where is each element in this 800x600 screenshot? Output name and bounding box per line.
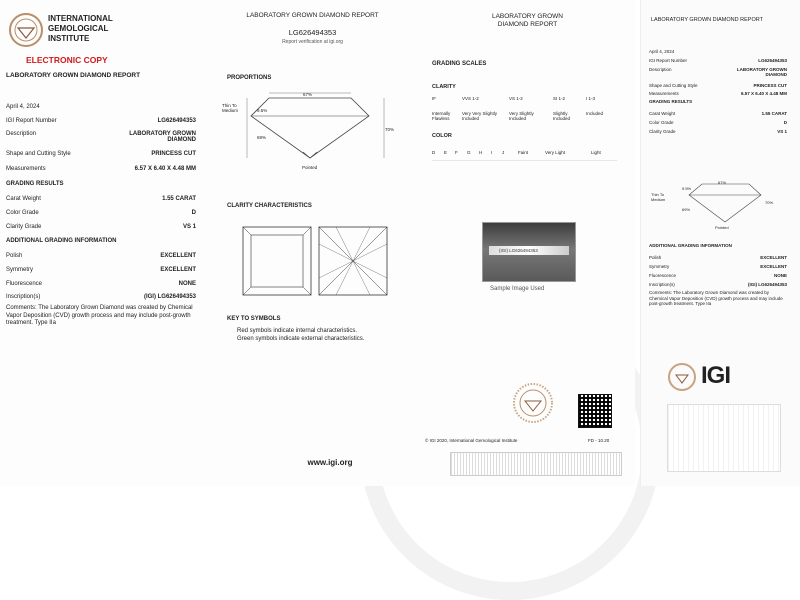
color-label: Color Grade bbox=[6, 210, 39, 216]
clarity-code-i: I 1-3 bbox=[586, 96, 596, 101]
middle-report-number: LG626494353 bbox=[288, 28, 337, 37]
key-green-text: Green symbols indicate external characteristics. bbox=[237, 336, 365, 342]
card-measurements: 6.57 X 6.40 X 4.48 MM bbox=[740, 91, 787, 96]
clarity-code-vvs: VVS 1-2 bbox=[462, 96, 479, 101]
card-inscription-label: Inscription(s) bbox=[649, 282, 675, 287]
card-inscription: (IGI) LG626494353 bbox=[747, 282, 787, 287]
form-code: FD - 10.20 bbox=[588, 438, 610, 443]
card-girdle: Thin To Medium bbox=[651, 192, 666, 202]
color-desc-light: Light bbox=[591, 150, 601, 155]
copyright-text: © IGI 2020, International Gemological Institute bbox=[425, 438, 518, 443]
scales-title-line-2: DIAMOND REPORT bbox=[497, 21, 558, 28]
report-number-label: IGI Report Number bbox=[6, 118, 57, 124]
card-table-pct: 67% bbox=[718, 180, 727, 185]
card-color: D bbox=[783, 120, 787, 125]
verify-text: Report verification at igi.org bbox=[282, 39, 343, 45]
card-shape: PRINCESS CUT bbox=[753, 83, 787, 88]
grading-scales-title: GRADING SCALES bbox=[432, 61, 487, 67]
culet-label: Pointed bbox=[302, 165, 318, 170]
clarity-characteristics-title: CLARITY CHARACTERISTICS bbox=[227, 203, 312, 209]
card-carat: 1.55 CARAT bbox=[761, 111, 787, 116]
middle-title: LABORATORY GROWN DIAMOND REPORT bbox=[246, 12, 379, 19]
card-additional-title: ADDITIONAL GRADING INFORMATION bbox=[649, 243, 732, 248]
sample-inscription-text: (IGI) LG626494353 bbox=[489, 246, 569, 255]
color-code-e: E bbox=[444, 150, 448, 155]
card-color-label: Color Grade bbox=[649, 120, 674, 125]
description-label: Description bbox=[6, 131, 37, 137]
electronic-copy-label: ELECTRONIC COPY bbox=[26, 55, 108, 65]
security-strip bbox=[450, 452, 622, 476]
measurements-value: 6.57 X 6.40 X 4.48 MM bbox=[134, 166, 196, 172]
clarity-desc-si: Slightly Included bbox=[553, 111, 571, 121]
card-description-line-1: LABORATORY GROWN bbox=[736, 67, 787, 72]
card-title: LABORATORY GROWN DIAMOND REPORT bbox=[651, 17, 763, 23]
card-clarity-label: Clarity Grade bbox=[649, 129, 676, 134]
card-culet: Pointed bbox=[715, 225, 729, 230]
card-crown-pct: 9.5% bbox=[682, 186, 692, 191]
color-desc-very-light: Very Light bbox=[545, 150, 566, 155]
qr-code-icon[interactable] bbox=[578, 394, 612, 428]
card-igi-brand: IGI bbox=[701, 362, 731, 389]
card-description-line-2: DIAMOND bbox=[765, 72, 787, 77]
card-carat-label: Carat Weight bbox=[649, 111, 676, 116]
logo-line-2: GEMOLOGICAL bbox=[48, 24, 109, 33]
table-pct: 67% bbox=[303, 92, 313, 97]
comments-text: Comments: The Laboratory Grown Diamond was created by Chemical Vapor Deposition (CVD) growth process and may include post-growth treatment. Type IIa bbox=[6, 305, 193, 326]
clarity-label: Clarity Grade bbox=[6, 224, 42, 230]
proportions-title: PROPORTIONS bbox=[227, 75, 272, 81]
card-date: April 4, 2024 bbox=[649, 49, 675, 54]
color-code-h: H bbox=[479, 150, 483, 155]
report-date: April 4, 2024 bbox=[6, 104, 40, 110]
girdle-thin-to-medium: Thin To Medium bbox=[222, 103, 239, 113]
panel-report-card bbox=[640, 0, 800, 486]
additional-title: ADDITIONAL GRADING INFORMATION bbox=[6, 238, 117, 244]
symmetry-label: Symmetry bbox=[6, 267, 33, 273]
panel-proportions bbox=[205, 0, 420, 486]
clarity-plot-diagram bbox=[241, 225, 391, 300]
color-scale-title: COLOR bbox=[432, 133, 452, 139]
card-comments: Comments: The Laboratory Grown Diamond was created by Chemical Vapor Deposition (CVD) growth process and may include post-growth treatment. Type IIa bbox=[649, 290, 783, 307]
clarity-desc-vs: Very Slightly Included bbox=[509, 111, 534, 121]
report-number: LG626494353 bbox=[157, 118, 196, 124]
depth-pct: 70% bbox=[385, 127, 395, 132]
clarity-desc-i: Included bbox=[586, 111, 604, 116]
carat-value: 1.55 CARAT bbox=[162, 196, 196, 202]
clarity-code-if: IF bbox=[432, 96, 436, 101]
panel-summary bbox=[0, 0, 206, 486]
card-results-title: GRADING RESULTS bbox=[649, 99, 693, 104]
polish-value: EXCELLENT bbox=[160, 253, 196, 259]
polish-label: Polish bbox=[6, 253, 23, 259]
color-value: D bbox=[191, 210, 196, 216]
clarity-code-vs: VS 1-2 bbox=[509, 96, 523, 101]
card-clarity: VS 1 bbox=[777, 129, 787, 134]
crown-pct: 9.5% bbox=[257, 108, 268, 113]
report-title: LABORATORY GROWN DIAMOND REPORT bbox=[6, 72, 141, 79]
card-number: LG626494353 bbox=[758, 58, 787, 63]
card-measurements-label: Measurements bbox=[649, 91, 679, 96]
logo-line-3: INSTITUTE bbox=[48, 34, 90, 43]
igi-logo-icon bbox=[8, 12, 44, 48]
fluorescence-value: NONE bbox=[178, 281, 196, 287]
card-symmetry: EXCELLENT bbox=[760, 264, 787, 269]
proportions-diagram bbox=[219, 88, 399, 176]
shape-value: PRINCESS CUT bbox=[151, 151, 196, 157]
measurements-label: Measurements bbox=[6, 166, 46, 172]
clarity-code-si: SI 1-2 bbox=[553, 96, 566, 101]
description-line-1: LABORATORY GROWN bbox=[129, 131, 196, 137]
inscription-label: Inscription(s) bbox=[6, 294, 41, 300]
website-link[interactable]: www.igi.org bbox=[307, 458, 353, 467]
carat-label: Carat Weight bbox=[6, 196, 41, 202]
card-fluorescence-label: Fluorescence bbox=[649, 273, 677, 278]
clarity-value: VS 1 bbox=[182, 224, 196, 230]
key-to-symbols-title: KEY TO SYMBOLS bbox=[227, 316, 281, 322]
symmetry-value: EXCELLENT bbox=[160, 267, 196, 273]
clarity-desc-if: Internally Flawless bbox=[432, 111, 451, 121]
sample-image-caption: Sample Image Used bbox=[490, 286, 545, 292]
color-scale-line bbox=[432, 160, 617, 161]
card-rotated-stub bbox=[667, 404, 781, 472]
color-code-g: G bbox=[467, 150, 471, 155]
color-desc-faint: Faint bbox=[518, 150, 529, 155]
sample-inscription-image bbox=[482, 222, 576, 282]
card-polish-label: Polish bbox=[649, 255, 662, 260]
card-fluorescence: NONE bbox=[773, 273, 787, 278]
clarity-desc-vvs: Very Very Slightly Included bbox=[462, 111, 498, 121]
fluorescence-label: Fluorescence bbox=[6, 281, 43, 287]
card-igi-logo-icon bbox=[667, 362, 697, 392]
card-pavilion-pct: 69% bbox=[682, 207, 691, 212]
igi-seal-icon bbox=[512, 382, 554, 424]
card-shape-label: Shape and Cutting Style bbox=[649, 83, 698, 88]
scales-title-line-1: LABORATORY GROWN bbox=[491, 13, 564, 20]
card-polish: EXCELLENT bbox=[760, 255, 787, 260]
grading-results-title: GRADING RESULTS bbox=[6, 181, 64, 187]
shape-label: Shape and Cutting Style bbox=[6, 151, 71, 157]
color-code-f: F bbox=[455, 150, 458, 155]
card-description-label: Description bbox=[649, 67, 672, 72]
color-code-d: D bbox=[432, 150, 436, 155]
description-line-2: DIAMOND bbox=[167, 137, 196, 143]
card-number-label: IGI Report Number bbox=[649, 58, 688, 63]
logo-line-1: INTERNATIONAL bbox=[48, 14, 113, 23]
key-red-text: Red symbols indicate internal characteristics. bbox=[237, 328, 358, 334]
color-code-j: J bbox=[502, 150, 505, 155]
card-depth-pct: 70% bbox=[765, 200, 774, 205]
clarity-scale-title: CLARITY bbox=[432, 84, 456, 90]
card-symmetry-label: Symmetry bbox=[649, 264, 670, 269]
color-code-i: I bbox=[491, 150, 493, 155]
inscription-value: (IGI) LG626494353 bbox=[143, 294, 196, 300]
panel-grading-scales bbox=[420, 0, 635, 486]
pavilion-pct: 69% bbox=[257, 135, 267, 140]
